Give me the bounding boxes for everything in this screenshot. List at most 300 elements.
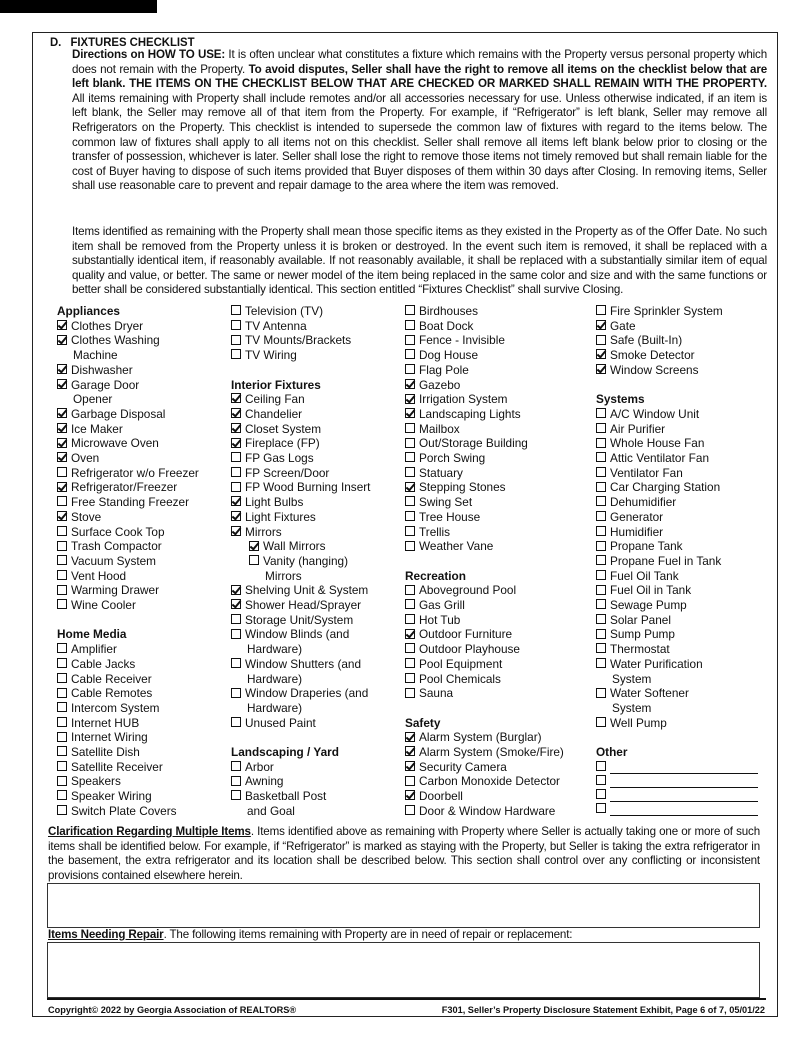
item-label-wrap <box>263 554 406 583</box>
empty-checkbox[interactable] <box>405 658 415 668</box>
item-label: Pool Equipment <box>419 656 503 671</box>
checklist-item <box>405 672 595 687</box>
item-label: Outdoor Furniture <box>419 627 513 642</box>
item-label: Attic Ventilator Fan <box>610 451 710 465</box>
empty-checkbox[interactable] <box>405 541 415 551</box>
empty-checkbox[interactable] <box>57 467 67 477</box>
checklist-item <box>57 525 232 540</box>
item-label: Mailbox <box>419 421 460 436</box>
item-label-wrap <box>419 583 595 598</box>
other-item-row <box>596 774 766 788</box>
item-label-wrap <box>419 436 595 451</box>
item-label: Propane Fuel in Tank <box>610 553 722 568</box>
empty-checkbox[interactable] <box>231 335 241 345</box>
checked-checkbox[interactable] <box>57 511 67 521</box>
item-label: Doorbell <box>419 789 463 804</box>
checklist-item <box>231 451 406 466</box>
checklist-item <box>596 613 766 628</box>
item-label-wrap <box>419 804 595 819</box>
item-label: Propane Tank <box>610 539 683 554</box>
copyright-footer: Copyright© 2022 by Georgia Association of REALTORS® <box>48 1005 297 1015</box>
item-label-wrap <box>245 598 406 613</box>
item-label: Cable Jacks <box>71 656 136 671</box>
item-label: Unused Paint <box>245 715 316 730</box>
empty-checkbox[interactable] <box>57 555 67 565</box>
item-label: Chandelier <box>245 406 303 421</box>
checklist-item <box>596 539 766 554</box>
checklist-item <box>57 804 232 819</box>
item-label: Shelving Unit & System <box>245 583 369 598</box>
empty-checkbox[interactable] <box>405 688 415 698</box>
item-label-wrap <box>71 539 232 554</box>
checked-checkbox[interactable] <box>231 393 241 403</box>
checked-checkbox[interactable] <box>57 379 67 389</box>
empty-checkbox[interactable] <box>57 761 67 771</box>
directions-text-3: All items remaining with Property shall include remotes and/or all accessories necessary for use. Unless otherwise indicated, if an item is left blank, the Seller may remove all of that item from the Property. For example, if “Refrigerator” is left blank, Seller may remove all Refrigerators on the Property. This checklist is intended to supersede the common law of fixtures with regard to the items below. The common law of fixtures shall apply to all items not on this checklist. Seller shall remove all items left blank below prior to closing or the transfer of possession, whichever is later. Seller shall lose the right to remove those items not timely removed but shall remain liable for the cost of Buyer having to dispose of such items provided that Buyer disposes of them within 30 days after Closing. In removing items, Seller shall use reasonable care to prevent and repair damage to the area where the item was removed. <box>72 91 767 193</box>
item-label: Gate <box>610 318 636 333</box>
item-label: Window Draperies (and <box>245 686 369 701</box>
checklist-item <box>57 686 232 701</box>
item-label-wrap <box>71 422 232 437</box>
clarification-paragraph <box>48 825 760 883</box>
checked-checkbox[interactable] <box>405 761 415 771</box>
checked-checkbox[interactable] <box>405 732 415 742</box>
item-label-wrap <box>245 436 406 451</box>
item-label: Outdoor Playhouse <box>419 642 520 657</box>
checklist-item <box>57 436 232 451</box>
group-title: Other <box>596 745 628 760</box>
empty-checkbox[interactable] <box>405 320 415 330</box>
checklist-item <box>596 525 766 540</box>
item-label-wrap <box>610 613 766 628</box>
checklist-item <box>231 539 406 554</box>
item-label-wrap <box>71 642 232 657</box>
empty-checkbox[interactable] <box>57 541 67 551</box>
checklist-item <box>596 510 766 525</box>
checked-checkbox[interactable] <box>231 526 241 536</box>
empty-checkbox[interactable] <box>57 717 67 727</box>
checked-checkbox[interactable] <box>231 585 241 595</box>
empty-checkbox[interactable] <box>231 320 241 330</box>
checklist-item <box>405 319 595 334</box>
item-label-wrap <box>419 510 595 525</box>
item-label: Cable Receiver <box>71 671 152 686</box>
empty-checkbox[interactable] <box>596 511 606 521</box>
item-label-continuation: Mirrors <box>265 568 302 583</box>
item-label-wrap <box>71 657 232 672</box>
checked-checkbox[interactable] <box>405 408 415 418</box>
empty-checkbox[interactable] <box>249 555 259 565</box>
empty-checkbox[interactable] <box>596 570 606 580</box>
checklist-item <box>231 392 406 407</box>
item-label: Generator <box>610 509 664 524</box>
item-label: Trellis <box>419 524 451 539</box>
empty-checkbox[interactable] <box>596 803 606 813</box>
empty-checkbox[interactable] <box>596 688 606 698</box>
checked-checkbox[interactable] <box>231 599 241 609</box>
checklist-item <box>57 363 232 378</box>
other-item-row <box>596 760 766 774</box>
item-label: Birdhouses <box>419 304 479 318</box>
checked-checkbox[interactable] <box>405 629 415 639</box>
empty-checkbox[interactable] <box>57 732 67 742</box>
checklist-group <box>57 627 232 818</box>
empty-checkbox[interactable] <box>57 688 67 698</box>
checklist-group <box>231 304 406 363</box>
checked-checkbox[interactable] <box>57 320 67 330</box>
item-label: Vanity (hanging) <box>263 553 349 568</box>
checked-checkbox[interactable] <box>405 746 415 756</box>
empty-checkbox[interactable] <box>596 717 606 727</box>
empty-checkbox[interactable] <box>57 790 67 800</box>
empty-checkbox[interactable] <box>596 643 606 653</box>
checked-checkbox[interactable] <box>57 408 67 418</box>
checklist-item <box>231 525 406 540</box>
item-label: Fence - Invisible <box>419 333 505 348</box>
checklist-item <box>596 598 766 613</box>
checklist-item <box>231 774 406 789</box>
empty-checkbox[interactable] <box>231 717 241 727</box>
empty-checkbox[interactable] <box>57 585 67 595</box>
section-title: FIXTURES CHECKLIST <box>70 35 195 49</box>
checklist-item <box>405 760 595 775</box>
clarification-heading: Clarification Regarding Multiple Items <box>48 825 251 838</box>
item-label-wrap <box>71 730 232 745</box>
other-item-input[interactable] <box>610 774 758 788</box>
empty-checkbox[interactable] <box>231 467 241 477</box>
checklist-item <box>405 789 595 804</box>
item-label-wrap <box>419 642 595 657</box>
item-label-wrap <box>245 495 406 510</box>
empty-checkbox[interactable] <box>596 658 606 668</box>
checklist-item <box>231 760 406 775</box>
checklist-item <box>596 333 766 348</box>
checklist-item <box>596 348 766 363</box>
empty-checkbox[interactable] <box>596 555 606 565</box>
checklist-item <box>596 642 766 657</box>
checked-checkbox[interactable] <box>57 452 67 462</box>
item-label: Refrigerator/Freezer <box>71 480 178 495</box>
checklist-item <box>405 422 595 437</box>
item-label: Switch Plate Covers <box>71 803 177 818</box>
other-item-input[interactable] <box>610 802 758 816</box>
item-label: TV Wiring <box>245 348 297 363</box>
empty-checkbox[interactable] <box>57 643 67 653</box>
empty-checkbox[interactable] <box>405 496 415 506</box>
checklist-item <box>596 495 766 510</box>
item-label: Stepping Stones <box>419 480 506 495</box>
directions-paragraph <box>72 48 767 194</box>
checklist-item <box>231 480 406 495</box>
empty-checkbox[interactable] <box>57 805 67 815</box>
checked-checkbox[interactable] <box>249 541 259 551</box>
checked-checkbox[interactable] <box>57 335 67 345</box>
item-label-wrap <box>610 363 766 378</box>
other-item-input[interactable] <box>610 760 758 774</box>
empty-checkbox[interactable] <box>231 614 241 624</box>
clarification-textbox[interactable] <box>47 883 760 928</box>
checklist-item <box>596 480 766 495</box>
checked-checkbox[interactable] <box>405 790 415 800</box>
empty-checkbox[interactable] <box>231 305 241 315</box>
item-label-wrap <box>245 304 406 319</box>
empty-checkbox[interactable] <box>405 511 415 521</box>
empty-checkbox[interactable] <box>57 776 67 786</box>
empty-checkbox[interactable] <box>405 423 415 433</box>
item-label: Well Pump <box>610 715 667 730</box>
empty-checkbox[interactable] <box>405 335 415 345</box>
checklist-item <box>405 642 595 657</box>
item-label-wrap <box>419 745 595 760</box>
checklist-item <box>596 466 766 481</box>
checklist-item <box>57 701 232 716</box>
checklist-item <box>231 583 406 598</box>
item-label-wrap <box>245 627 406 656</box>
redaction-bar <box>0 0 157 13</box>
checklist-item <box>596 451 766 466</box>
checked-checkbox[interactable] <box>405 482 415 492</box>
item-label: Warming Drawer <box>71 583 160 598</box>
empty-checkbox[interactable] <box>596 761 606 771</box>
item-label-wrap <box>419 672 595 687</box>
item-label-continuation: and Goal <box>247 803 295 818</box>
checked-checkbox[interactable] <box>596 320 606 330</box>
repair-textbox[interactable] <box>47 942 760 998</box>
item-label: Door & Window Hardware <box>419 803 556 818</box>
checklist-item <box>405 466 595 481</box>
item-label: Clothes Dryer <box>71 318 144 333</box>
checked-checkbox[interactable] <box>231 496 241 506</box>
item-label-wrap <box>71 495 232 510</box>
checklist-item <box>57 539 232 554</box>
item-label-wrap <box>419 495 595 510</box>
item-label-wrap <box>610 716 766 731</box>
empty-checkbox[interactable] <box>596 526 606 536</box>
empty-checkbox[interactable] <box>405 776 415 786</box>
empty-checkbox[interactable] <box>57 570 67 580</box>
empty-checkbox[interactable] <box>231 482 241 492</box>
checked-checkbox[interactable] <box>57 482 67 492</box>
checked-checkbox[interactable] <box>57 423 67 433</box>
item-label-wrap <box>610 686 766 715</box>
checklist-item <box>405 804 595 819</box>
item-label: Sewage Pump <box>610 598 687 613</box>
empty-checkbox[interactable] <box>596 629 606 639</box>
item-label-wrap <box>610 583 766 598</box>
checklist-item <box>231 495 406 510</box>
empty-checkbox[interactable] <box>57 673 67 683</box>
item-label-continuation: System <box>612 700 652 715</box>
fixtures-checklist-section <box>32 32 778 1017</box>
item-label: Statuary <box>419 465 463 480</box>
empty-checkbox[interactable] <box>231 790 241 800</box>
empty-checkbox[interactable] <box>596 775 606 785</box>
empty-checkbox[interactable] <box>231 688 241 698</box>
item-label: Solar Panel <box>610 612 671 627</box>
checklist-item <box>231 657 406 686</box>
empty-checkbox[interactable] <box>405 599 415 609</box>
item-label-wrap <box>419 392 595 407</box>
item-label: Internet Wiring <box>71 730 148 745</box>
item-label: Free Standing Freezer <box>71 495 190 510</box>
item-label-wrap <box>419 480 595 495</box>
item-label: Storage Unit/System <box>245 612 354 627</box>
other-item-input[interactable] <box>610 788 758 802</box>
empty-checkbox[interactable] <box>231 452 241 462</box>
empty-checkbox[interactable] <box>596 467 606 477</box>
checklist-item <box>57 583 232 598</box>
item-label-wrap <box>71 569 232 584</box>
empty-checkbox[interactable] <box>596 585 606 595</box>
empty-checkbox[interactable] <box>596 614 606 624</box>
checklist-item <box>231 407 406 422</box>
item-label: Out/Storage Building <box>419 436 528 451</box>
item-label: Gas Grill <box>419 598 465 613</box>
checked-checkbox[interactable] <box>405 379 415 389</box>
checklist-item <box>596 554 766 569</box>
empty-checkbox[interactable] <box>596 438 606 448</box>
empty-checkbox[interactable] <box>405 452 415 462</box>
item-label-wrap <box>419 378 595 393</box>
empty-checkbox[interactable] <box>405 438 415 448</box>
empty-checkbox[interactable] <box>231 761 241 771</box>
checklist-item <box>405 686 595 701</box>
item-label-wrap <box>610 480 766 495</box>
empty-checkbox[interactable] <box>231 629 241 639</box>
checklist-group <box>57 304 232 613</box>
item-label: FP Wood Burning Insert <box>245 480 371 495</box>
checked-checkbox[interactable] <box>57 438 67 448</box>
checklist-item <box>57 510 232 525</box>
checklist-item <box>57 407 232 422</box>
checked-checkbox[interactable] <box>405 394 415 404</box>
empty-checkbox[interactable] <box>231 658 241 668</box>
empty-checkbox[interactable] <box>596 305 606 315</box>
checklist-item <box>405 436 595 451</box>
item-label: Flag Pole <box>419 362 469 377</box>
checked-checkbox[interactable] <box>231 438 241 448</box>
checklist-item <box>57 789 232 804</box>
item-label: Tree House <box>419 509 481 524</box>
directions-bold-warning: To avoid disputes, Seller shall have the right to remove all items on the checklist below that are left blank. THE ITEMS ON THE CHECKLIST BELOW THAT ARE CHECKED OR MARKED SHALL REMAIN WITH THE PROPERTY. <box>72 62 767 91</box>
item-label: Basketball Post <box>245 789 327 804</box>
empty-checkbox[interactable] <box>405 349 415 359</box>
item-label-wrap <box>71 774 232 789</box>
checklist-item <box>596 363 766 378</box>
item-label-wrap <box>245 716 406 731</box>
item-label: Dehumidifier <box>610 495 677 510</box>
empty-checkbox[interactable] <box>596 482 606 492</box>
item-label-wrap <box>245 657 406 686</box>
empty-checkbox[interactable] <box>596 496 606 506</box>
item-label: Microwave Oven <box>71 436 159 451</box>
empty-checkbox[interactable] <box>596 335 606 345</box>
item-label-continuation: System <box>612 671 652 686</box>
item-label-wrap <box>610 657 766 686</box>
checklist-item <box>231 716 406 731</box>
empty-checkbox[interactable] <box>57 526 67 536</box>
checklist-item <box>57 760 232 775</box>
checklist-item <box>57 642 232 657</box>
item-label: Light Fixtures <box>245 509 316 524</box>
empty-checkbox[interactable] <box>405 673 415 683</box>
remaining-items-paragraph: Items identified as remaining with the Property shall mean those specific items as they existed in the Property as of the Offer Date. No such item shall be removed from the Property unless it is broken or destroyed. In the event such item is removed, it shall be replaced with a substantially identical item, if reasonably available. If not reasonably available, it shall be replaced with a substantially similar item of equal quality and value, or better. The same or newer model of the item being replaced in the same color and size and with the same functions or better shall be considered substantially identical. This section entitled “Fixtures Checklist” shall survive Closing. <box>72 225 767 297</box>
empty-checkbox[interactable] <box>596 423 606 433</box>
checklist-item <box>231 613 406 628</box>
checklist-item <box>57 716 232 731</box>
item-label-wrap <box>245 686 406 715</box>
empty-checkbox[interactable] <box>57 599 67 609</box>
empty-checkbox[interactable] <box>57 658 67 668</box>
empty-checkbox[interactable] <box>596 541 606 551</box>
section-letter: D. <box>50 35 62 49</box>
item-label-wrap <box>419 319 595 334</box>
checklist-item <box>57 422 232 437</box>
empty-checkbox[interactable] <box>405 467 415 477</box>
checked-checkbox[interactable] <box>231 423 241 433</box>
empty-checkbox[interactable] <box>405 305 415 315</box>
item-label: Window Shutters (and <box>245 656 362 671</box>
empty-checkbox[interactable] <box>57 702 67 712</box>
checklist-item <box>405 613 595 628</box>
item-label-wrap <box>610 598 766 613</box>
group-title: Systems <box>596 392 645 407</box>
empty-checkbox[interactable] <box>405 585 415 595</box>
empty-checkbox[interactable] <box>231 349 241 359</box>
empty-checkbox[interactable] <box>57 496 67 506</box>
item-label: Garbage Disposal <box>71 406 166 421</box>
item-label: Stove <box>71 509 102 524</box>
item-label: Security Camera <box>419 759 507 774</box>
item-label-wrap <box>71 333 232 362</box>
empty-checkbox[interactable] <box>405 364 415 374</box>
item-label: Fuel Oil Tank <box>610 568 679 583</box>
empty-checkbox[interactable] <box>231 776 241 786</box>
item-label-wrap <box>245 392 406 407</box>
item-label-wrap <box>71 436 232 451</box>
empty-checkbox[interactable] <box>405 614 415 624</box>
empty-checkbox[interactable] <box>405 643 415 653</box>
section-heading <box>50 35 195 49</box>
item-label-wrap <box>610 495 766 510</box>
checked-checkbox[interactable] <box>57 364 67 374</box>
item-label-wrap <box>71 598 232 613</box>
checklist-item <box>231 554 406 583</box>
item-label: Air Purifier <box>610 421 666 436</box>
item-label: Wine Cooler <box>71 598 136 613</box>
checked-checkbox[interactable] <box>596 349 606 359</box>
item-label: Swing Set <box>419 495 473 510</box>
item-label: Landscaping Lights <box>419 406 521 421</box>
empty-checkbox[interactable] <box>596 599 606 609</box>
item-label: Dishwasher <box>71 362 133 377</box>
checked-checkbox[interactable] <box>231 511 241 521</box>
empty-checkbox[interactable] <box>596 789 606 799</box>
item-label: Satellite Receiver <box>71 759 163 774</box>
checklist-item <box>405 378 595 393</box>
checklist-item <box>596 627 766 642</box>
checked-checkbox[interactable] <box>596 364 606 374</box>
empty-checkbox[interactable] <box>57 746 67 756</box>
empty-checkbox[interactable] <box>405 526 415 536</box>
empty-checkbox[interactable] <box>596 408 606 418</box>
empty-checkbox[interactable] <box>596 452 606 462</box>
item-label: Speakers <box>71 774 121 789</box>
item-label: Fire Sprinkler System <box>610 304 723 318</box>
checklist-item <box>596 422 766 437</box>
checked-checkbox[interactable] <box>231 408 241 418</box>
empty-checkbox[interactable] <box>405 805 415 815</box>
